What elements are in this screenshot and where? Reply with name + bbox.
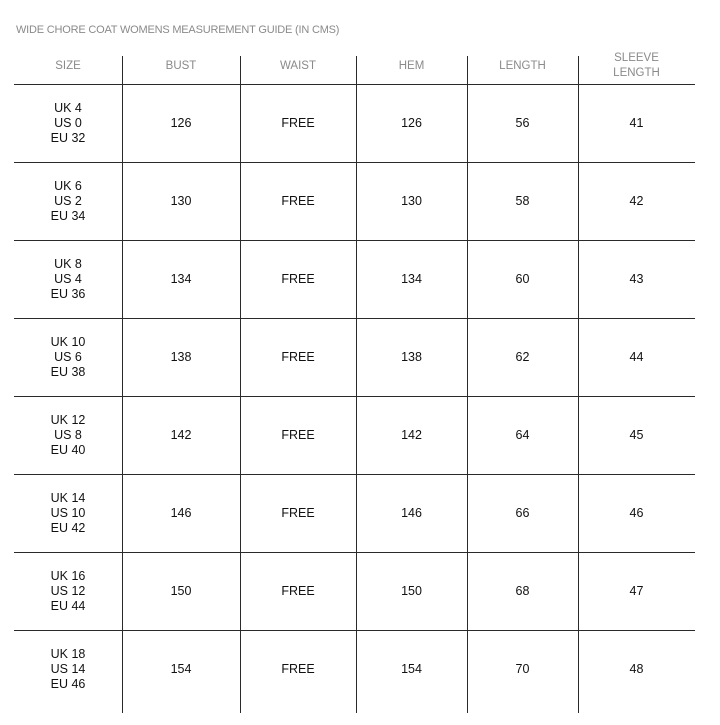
cell-length: 58 [515,194,530,208]
cell-hem: 134 [401,272,422,286]
size-label: US 0 [54,116,82,130]
size-label: EU 32 [50,131,86,145]
size-label: UK 12 [50,413,86,427]
cell-sleeve: 41 [629,116,644,130]
cell-bust: 150 [170,584,192,598]
cell-waist: FREE [281,662,315,676]
cell-length: 56 [515,116,530,130]
cell-bust: 154 [170,662,192,676]
cell-hem: 142 [401,428,422,442]
page-title: WIDE CHORE COAT WOMENS MEASUREMENT GUIDE (IN CMS) [16,24,340,36]
size-label: UK 10 [50,335,86,349]
cell-sleeve: 47 [629,584,644,598]
size-label: US 2 [54,194,82,208]
cell-size [14,241,122,318]
cell-waist: FREE [281,584,315,598]
cell-size [14,475,122,552]
cell-waist: FREE [281,194,315,208]
cell-size [14,319,122,396]
size-label: US 4 [54,272,82,286]
cell-bust: 130 [170,194,192,208]
cell-waist: FREE [281,428,315,442]
cell-hem: 150 [401,584,422,598]
cell-waist: FREE [281,506,315,520]
column-header-sleeve: SLEEVE LENGTH [613,52,660,79]
cell-size [14,397,122,474]
column-header-size: SIZE [55,59,81,72]
size-label: UK 18 [50,647,86,661]
cell-bust: 134 [170,272,192,286]
size-label: US 6 [54,350,82,364]
size-label: US 12 [50,584,86,598]
cell-hem: 130 [401,194,422,208]
cell-sleeve: 45 [629,428,644,442]
size-label: UK 6 [54,179,82,193]
cell-length: 62 [515,350,530,364]
size-label: UK 8 [54,257,82,271]
column-header-bust: BUST [165,59,197,72]
cell-sleeve: 44 [629,350,644,364]
size-label: US 10 [50,506,86,520]
measurement-table [14,48,695,713]
size-label: UK 14 [50,491,86,505]
size-label: US 8 [54,428,82,442]
size-label: EU 46 [50,677,86,691]
cell-size [14,553,122,630]
cell-size [14,163,122,240]
cell-waist: FREE [281,116,315,130]
cell-waist: FREE [281,350,315,364]
cell-waist: FREE [281,272,315,286]
size-label: EU 44 [50,599,86,613]
size-label: EU 42 [50,521,86,535]
cell-sleeve: 46 [629,506,644,520]
column-header-hem: HEM [398,59,425,72]
cell-hem: 138 [401,350,422,364]
cell-hem: 126 [401,116,422,130]
column-header-length: LENGTH [499,59,546,72]
cell-bust: 142 [170,428,192,442]
cell-hem: 146 [401,506,422,520]
cell-length: 64 [515,428,530,442]
cell-length: 60 [515,272,530,286]
cell-bust: 126 [170,116,192,130]
cell-bust: 146 [170,506,192,520]
cell-length: 66 [515,506,530,520]
size-label: EU 34 [50,209,86,223]
cell-length: 68 [515,584,530,598]
cell-bust: 138 [170,350,192,364]
size-label: US 14 [50,662,86,676]
size-label: UK 16 [50,569,86,583]
cell-size [14,631,122,708]
cell-size [14,85,122,162]
column-header-waist: WAIST [280,59,316,72]
size-label: UK 4 [54,101,82,115]
size-label: EU 36 [50,287,86,301]
size-label: EU 40 [50,443,86,457]
cell-hem: 154 [401,662,422,676]
cell-sleeve: 42 [629,194,644,208]
cell-sleeve: 43 [629,272,644,286]
cell-sleeve: 48 [629,662,644,676]
cell-length: 70 [515,662,530,676]
size-label: EU 38 [50,365,86,379]
